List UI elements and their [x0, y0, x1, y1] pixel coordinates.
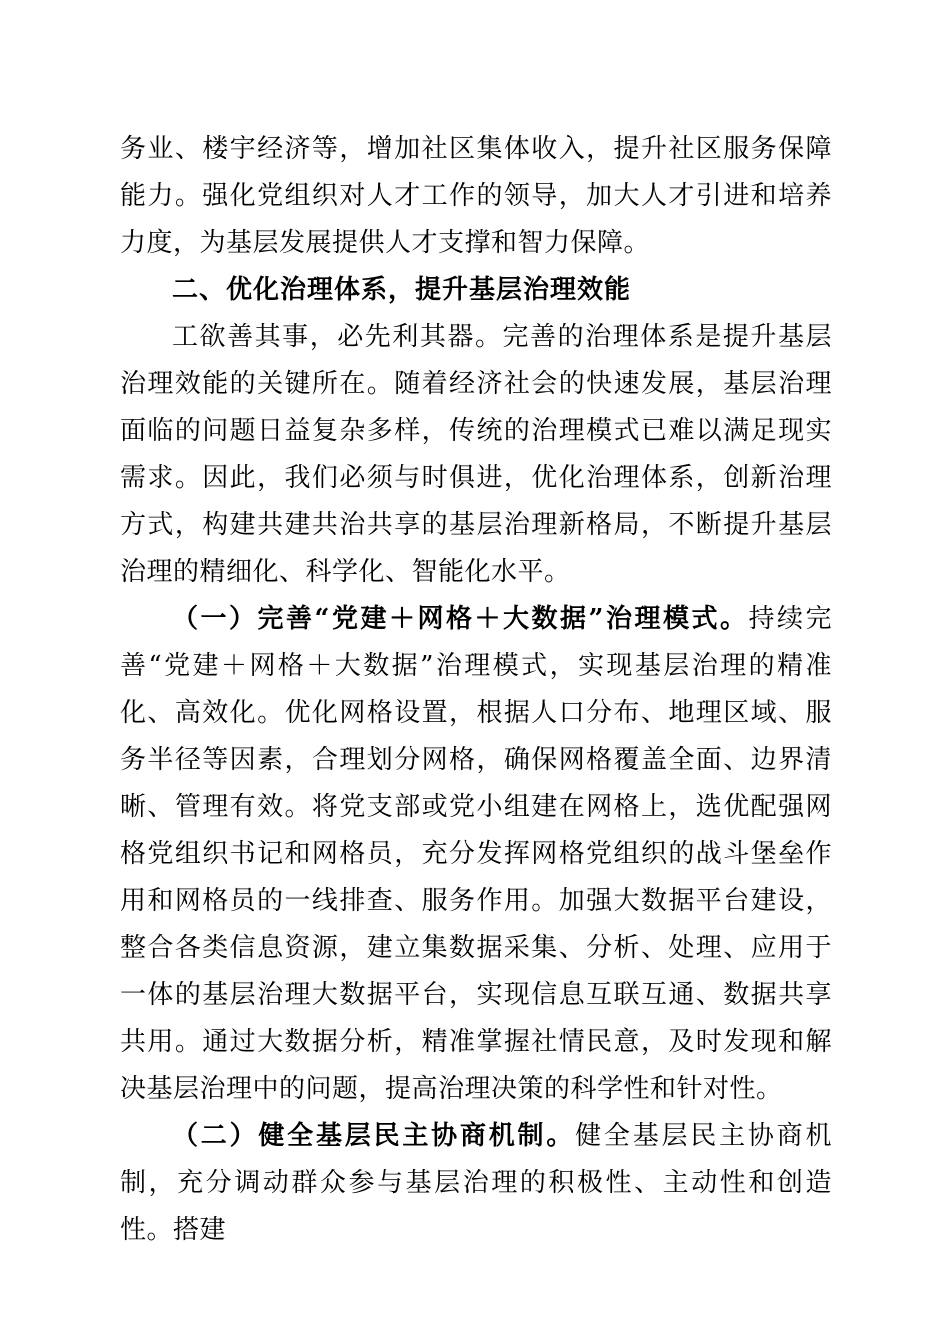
paragraph: （二）健全基层民主协商机制。健全基层民主协商机制，充分调动群众参与基层治理的积极性、主动性和创造性。搭建: [120, 1121, 832, 1245]
document-body: [120, 126, 832, 1254]
section-heading: 二、优化治理体系，提升基层治理效能: [172, 275, 632, 305]
paragraph-lead: （二）健全基层民主协商机制。: [172, 1121, 576, 1151]
paragraph: 工欲善其事，必先利其器。完善的治理体系是提升基层治理效能的关键所在。随着经济社会的快速发展，基层治理面临的问题日益复杂多样，传统的治理模式已难以满足现实需求。因此，我们必须与时俱进，优化治理体系，创新治理方式，构建共建共治共享的基层治理新格局，不断提升基层治理的精细化、科学化、智能化水平。: [120, 322, 832, 587]
paragraph: （一）完善“党建＋网格＋大数据”治理模式。持续完善“党建＋网格＋大数据”治理模式，实现基层治理的精准化、高效化。优化网格设置，根据人口分布、地理区域、服务半径等因素，合理划分网格，确保网格覆盖全面、边界清晰、管理有效。将党支部或党小组建在网格上，选优配强网格党组织书记和网格员，充分发挥网格党组织的战斗堡垒作用和网格员的一线排查、服务作用。加强大数据平台建设，整合各类信息资源，建立集数据采集、分析、处理、应用于一体的基层治理大数据平台，实现信息互联互通、数据共享共用。通过大数据分析，精准掌握社情民意，及时发现和解决基层治理中的问题，提高治理决策的科学性和针对性。: [120, 604, 832, 1104]
paragraph: 务业、楼宇经济等，增加社区集体收入，提升社区服务保障能力。强化党组织对人才工作的领导，加大人才引进和培养力度，为基层发展提供人才支撑和智力保障。: [120, 134, 832, 258]
paragraph-lead: （一）完善“党建＋网格＋大数据”治理模式。: [172, 604, 749, 634]
